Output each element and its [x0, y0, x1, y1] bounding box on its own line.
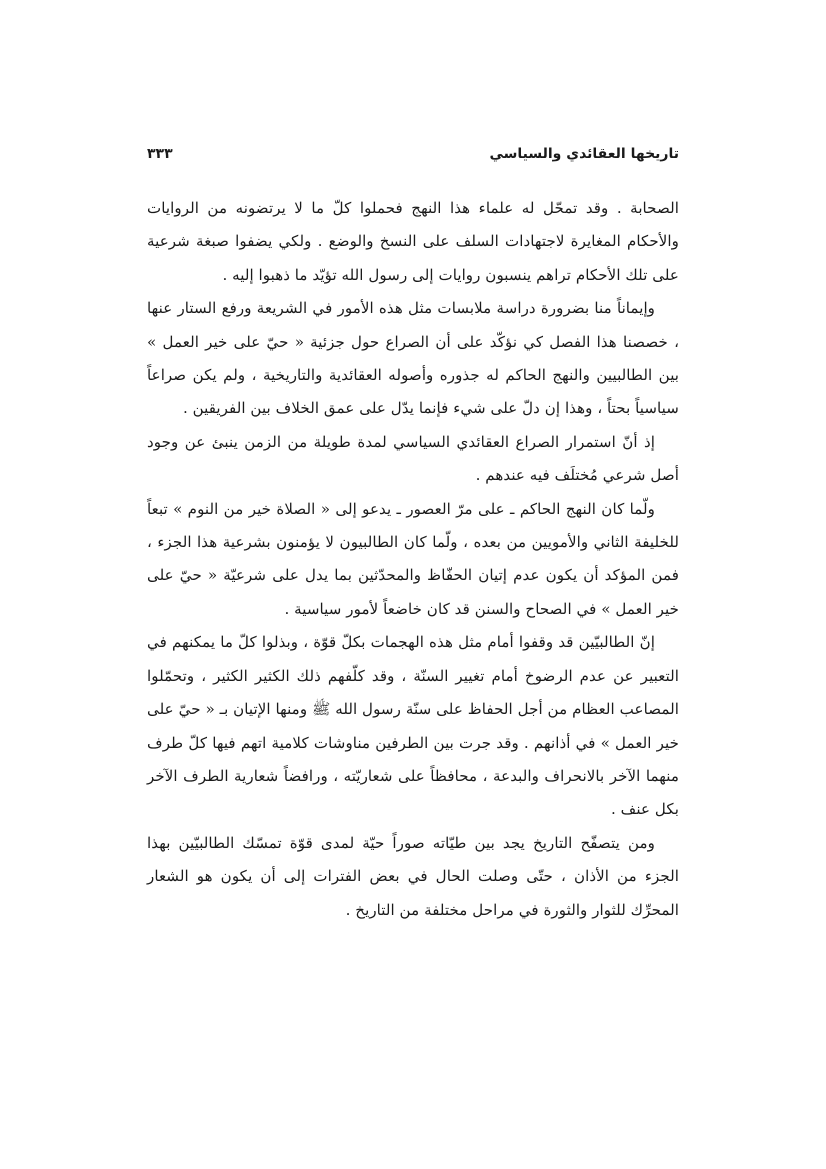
page-number: ٣٣٣: [147, 146, 173, 162]
paragraph: ولّما كان النهج الحاكم ـ على مرّ العصور ـ يدعو إلى « الصلاة خير من النوم » تبعاً للخليفة الثاني والأمويين من بعده ، ولّما كان الطالبيون لا يؤمنون بشرعية هذا الجزء ، فمن المؤكد أن يكون عدم إتيان الحفّاظ والمحدّثين بما يدل على شرعيّة « حيّ على خير العمل » في الصحاح والسنن قد كان خاضعاً لأمور سياسية .: [147, 499, 679, 618]
page-header: [147, 146, 679, 180]
book-page: [147, 146, 679, 1046]
running-title: تاريخها العقائدي والسياسي: [489, 146, 679, 162]
paragraph-continued: الصحابة . وقد تمحّل له علماء هذا النهج فحملوا كلّ ما لا يرتضونه من الروايات والأحكام المغايرة لاجتهادات السلف على النسخ والوضع . ولكي يضفوا صبغة شرعية على تلك الأحكام تراهم ينسبون روايات إلى رسول الله تؤيّد ما ذهبوا إليه .: [147, 199, 679, 284]
body-text: [147, 192, 679, 927]
paragraph: إنّ الطالبيّين قد وقفوا أمام مثل هذه الهجمات بكلّ قوّة ، وبذلوا كلّ ما يمكنهم في التعبير عن عدم الرضوخ أمام تغيير السنّة ، وقد كلّفهم ذلك الكثير الكثير ، وتحمّلوا المصاعب العظام من أجل الحفاظ على سنّة رسول الله ﷺ ومنها الإتيان بـ « حيّ على خير العمل » في أذانهم . وقد جرت بين الطرفين مناوشات كلامية اتهم فيها كلّ طرف منهما الآخر بالانحراف والبدعة ، محافظاً على شعاريّته ، ورافضاً شعارية الطرف الآخر بكل عنف .: [147, 633, 679, 819]
paragraph: ومن يتصفّح التاريخ يجد بين طيّاته صوراً حيّة لمدى قوّة تمسّك الطالبيّين بهذا الجزء من الأذان ، حتّى وصلت الحال في بعض الفترات إلى أن يكون هو الشعار المحرِّك للثوار والثورة في مراحل مختلفة من التاريخ .: [147, 833, 679, 919]
paragraph: إذ أنّ استمرار الصراع العقائدي السياسي لمدة طويلة من الزمن ينبئ عن وجود أصل شرعي مُختلَف فيه عندهم .: [147, 432, 679, 485]
paragraph: وإيماناً منا بضرورة دراسة ملابسات مثل هذه الأمور في الشريعة ورفع الستار عنها ، خصصنا هذا الفصل كي نؤكّد على أن الصراع حول جزئية « حيّ على خير العمل » بين الطالبيين والنهج الحاكم له جذوره وأصوله العقائدية والتاريخية ، ولم يكن صراعاً سياسياً بحتاً ، وهذا إن دلّ على شيء فإنما يدّل على عمق الخلاف بين الفريقين .: [147, 299, 679, 418]
